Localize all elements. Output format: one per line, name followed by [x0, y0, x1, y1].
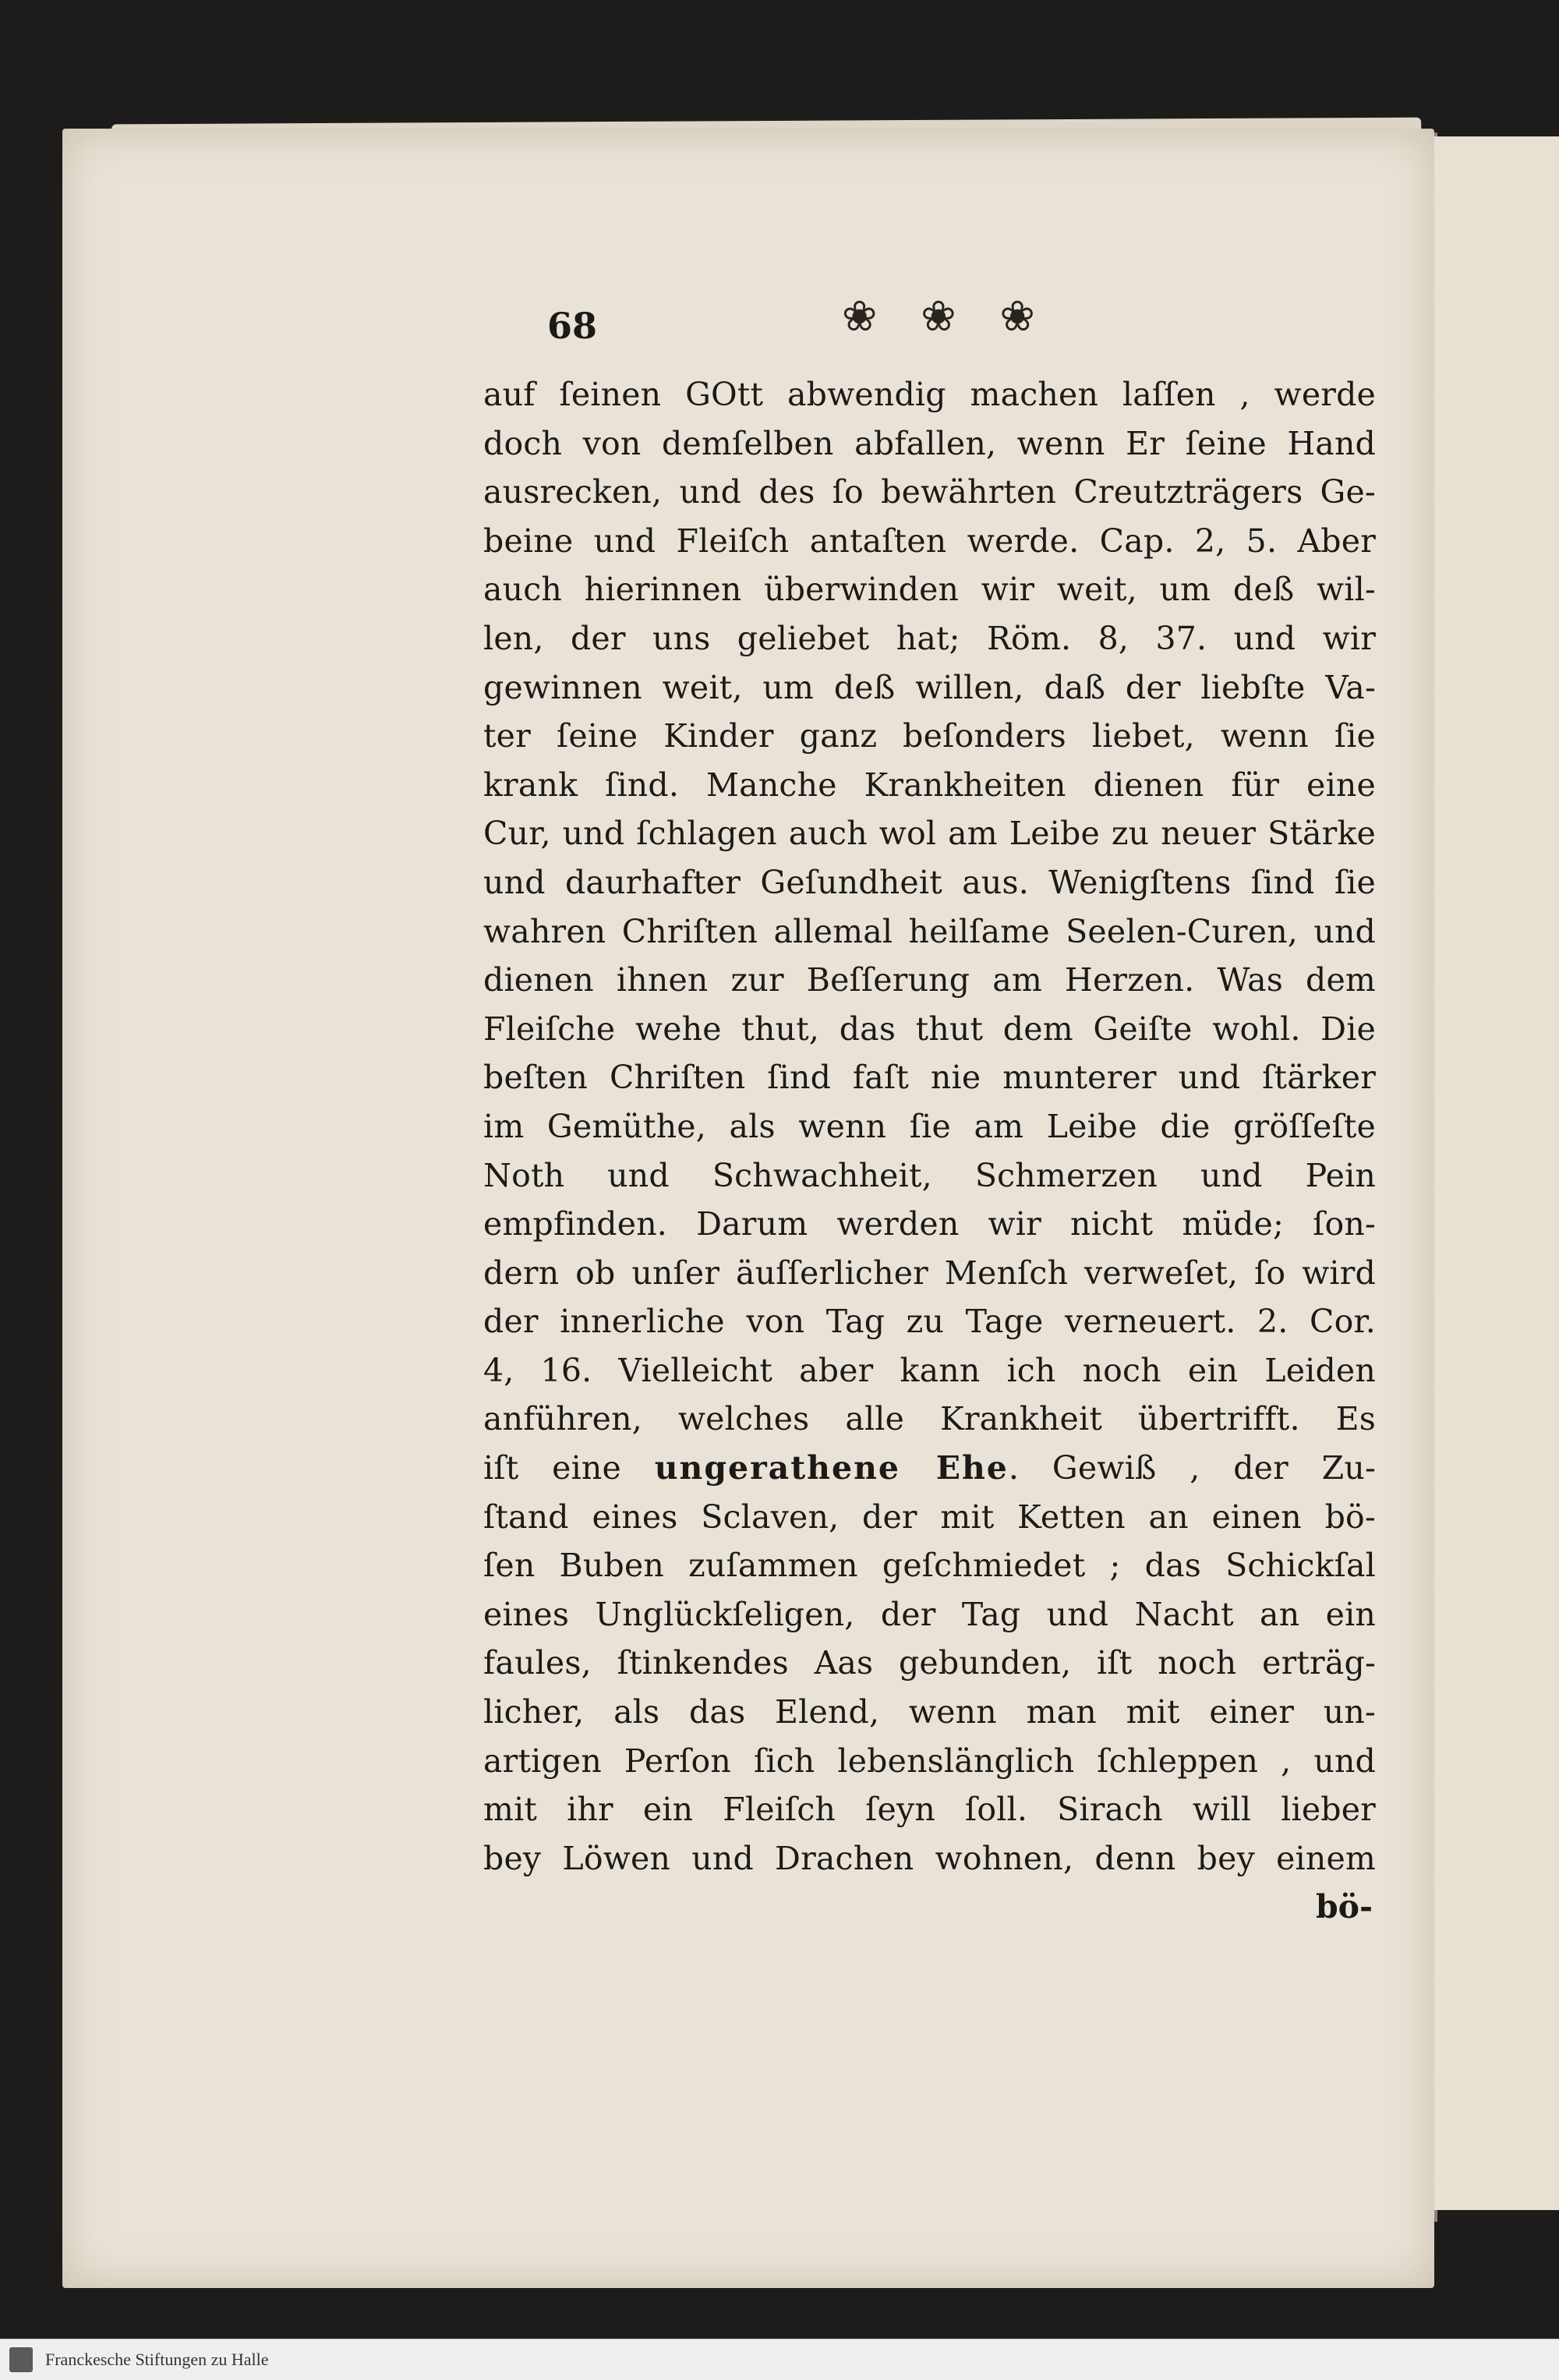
text-line: artigen Perſon ſich lebenslänglich ſchleppen , und: [483, 1742, 1376, 1780]
text-line: im Gemüthe, als wenn ſie am Leibe die gröſſeſte: [483, 1107, 1376, 1145]
text-line: krank ſind. Manche Krankheiten dienen für eine: [483, 766, 1376, 804]
text-line: beſten Chriſten ſind faſt nie munterer und ſtärker: [483, 1059, 1376, 1097]
book-page: [62, 129, 1434, 2288]
text-line: beine und Fleiſch antaſten werde. Cap. 2, 5. Aber: [483, 522, 1376, 560]
text-line: Cur, und ſchlagen auch wol am Leibe zu neuer Stärke: [483, 815, 1376, 853]
text-line: anführen, welches alle Krankheit übertrifft. Es: [483, 1400, 1376, 1438]
text-fragment: . Gewiß , der Zu-: [1008, 1449, 1376, 1487]
text-line-emphasis: [483, 1444, 1376, 1493]
text-line: Fleiſche wehe thut, das thut dem Geiſte wohl. Die: [483, 1010, 1376, 1048]
text-line: 4, 16. Vielleicht aber kann ich noch ein Leiden: [483, 1351, 1376, 1389]
catchword: bö-: [1315, 1888, 1373, 1926]
header-ornaments: [842, 292, 1035, 341]
institution-logo-icon: [9, 2347, 33, 2372]
flower-ornament-icon: ❀: [921, 292, 956, 341]
facing-page-edge: [1430, 136, 1559, 2210]
text-line: auch hierinnen überwinden wir weit, um deß wil-: [483, 571, 1376, 609]
text-line: licher, als das Elend, wenn man mit einer un-: [483, 1693, 1376, 1731]
footer-credit: Franckesche Stiftungen zu Halle: [45, 2350, 269, 2369]
text-line: und daurhafter Geſundheit aus. Wenigſtens ſind ſie: [483, 863, 1376, 901]
flower-ornament-icon: ❀: [842, 292, 878, 341]
text-line: auf ſeinen GOtt abwendig machen laſſen , werde: [483, 376, 1376, 413]
text-line: faules, ſtinkendes Aas gebunden, iſt noch erträg-: [483, 1644, 1376, 1682]
text-line: dern ob unſer äuſſerlicher Menſch verweſet, ſo wird: [483, 1254, 1376, 1292]
text-line: len, der uns geliebet hat; Röm. 8, 37. und wir: [483, 619, 1376, 657]
flower-ornament-icon: ❀: [999, 292, 1035, 341]
text-fragment: iſt eine: [483, 1449, 655, 1487]
text-line: eines Unglückſeligen, der Tag und Nacht an ein: [483, 1595, 1376, 1633]
text-line: dienen ihnen zur Beſſerung am Herzen. Was dem: [483, 961, 1376, 999]
text-line: empfinden. Darum werden wir nicht müde; ſon-: [483, 1205, 1376, 1243]
text-line: ſtand eines Sclaven, der mit Ketten an einen bö-: [483, 1498, 1376, 1536]
text-line: mit ihr ein Fleiſch ſeyn ſoll. Sirach will lieber: [483, 1791, 1376, 1829]
page-number: 68: [547, 305, 598, 347]
text-line: ter ſeine Kinder ganz beſonders liebet, wenn ſie: [483, 717, 1376, 755]
text-line: gewinnen weit, um deß willen, daß der liebſte Va-: [483, 668, 1376, 706]
text-line: ausrecken, und des ſo bewährten Creutzträgers Ge-: [483, 473, 1376, 511]
footer-bar: [0, 2339, 1559, 2380]
text-line: wahren Chriſten allemal heilſame Seelen-Curen, und: [483, 912, 1376, 950]
page-header: [483, 292, 1376, 370]
emphasized-phrase: ungerathene Ehe: [654, 1449, 1009, 1487]
text-line: der innerliche von Tag zu Tage verneuert. 2. Cor.: [483, 1303, 1376, 1341]
text-line: Noth und Schwachheit, Schmerzen und Pein: [483, 1156, 1376, 1194]
text-line: doch von demſelben abfallen, wenn Er ſeine Hand: [483, 424, 1376, 462]
text-line: bey Löwen und Drachen wohnen, denn bey einem: [483, 1839, 1376, 1877]
text-line: ſen Buben zuſammen geſchmiedet ; das Schickſal: [483, 1547, 1376, 1585]
text-block: [483, 292, 1376, 1932]
